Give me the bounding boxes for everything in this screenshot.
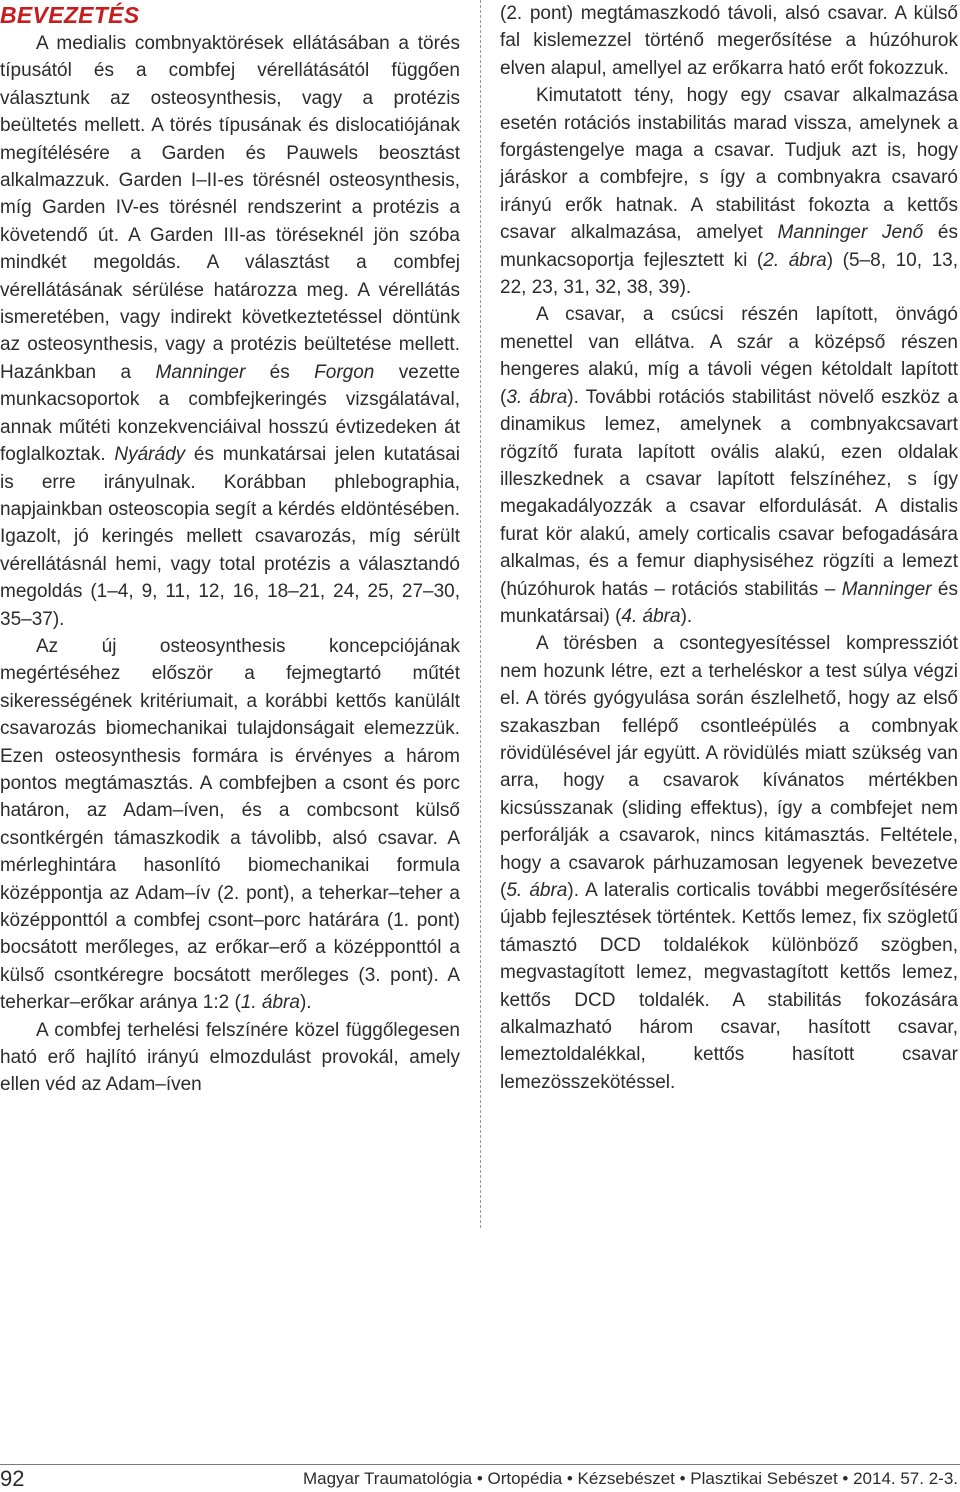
left-column bbox=[0, 0, 460, 1099]
paragraph-concept: Az új osteosynthesis koncepciójának megértéséhez először a fejmegtartó műtét sikerességének kritériumait, a korábbi kettős kanülált csavarozás biomechanikai tulajdonságait elemezzük. Ezen osteosynthesis formára is érvényes a három pontos megtámasztás. A combfejben a csont és porc határon, az Adam–íven, és a combcsont külső csontkérgén támaszkodik a távolibb, alsó csavar. A mérleghintára hasonlító biomechanikai formula középpontja az Adam–ív (2. pont), a teherkar–teher a középponttól a combfej csont–porc határára (1. pont) bocsátott merőleges, az erőkar–erő a középponttól a külső csontkéregre bocsátott merőleges (3. pont). A teherkar–erőkar aránya 1:2 (1. ábra). bbox=[0, 635, 460, 1014]
column-divider bbox=[480, 0, 481, 1228]
author-name: Manninger Jenő bbox=[777, 222, 924, 244]
footer-rule bbox=[0, 1464, 960, 1465]
paragraph-intro: A medialis combnyaktörések ellátásában a törés típusától és a combfej vérellátásától függően választunk az osteosynthesis, vagy a protézis beültetés mellett. A törés típusának és dislocatiójának megítélésére a Garden és Pauwels beosztást alkalmazzuk. Garden I–II-es törésnél osteosynthesis, míg Garden IV-es törésnél rendszerint a protézis a követendő út. A Garden III-as töréseknél jön szóba mindkét megoldás. A választást a combfej vérellátásának sérülése határozza meg. A vérellátás ismeretében, vagy indirekt következtetéssel döntünk az osteosynthesis, vagy a protézis beültetése mellett. Hazánkban a Manninger és Forgon vezette munkacsoportok a combfejkeringés vizsgálatával, annak műtéti konzekvenciáival hosszú évtizedeken át foglalkoztak. Nyárády és munkatársai jelen kutatásai is erre irányulnak. Korábban phlebographia, napjainkban osteoscopia segít a kérdés eldöntésében. Igazolt, jó keringés mellett csavarozás, míg sérült vérellátásnál hemi, vagy total protézis a választandó megoldás (1–4, 9, 11, 12, 16, 18–21, 24, 25, 27–30, 35–37). bbox=[0, 33, 461, 630]
page-footer bbox=[0, 1448, 960, 1492]
figure-reference: 2. ábra bbox=[763, 249, 827, 271]
journal-citation: Magyar Traumatológia • Ortopédia • Kézsebészet • Plasztikai Sebészet • 2014. 57. 2-3. bbox=[302, 1469, 958, 1488]
author-name: Manninger bbox=[841, 578, 932, 600]
figure-reference: 1. ábra bbox=[240, 992, 300, 1014]
section-heading: BEVEZETÉS bbox=[0, 2, 140, 28]
paragraph-load: A combfej terhelési felszínére közel függőlegesen ható erő hajlító irányú elmozdulást provokál, amely ellen véd az Adam–íven bbox=[0, 1019, 460, 1096]
paragraph-continued: (2. pont) megtámaszkodó távoli, alsó csavar. A külső fal kislemezzel történő megerősítése a húzóhurok elven alapul, amellyel az erőkarra ható erőt fokozzuk. bbox=[500, 3, 958, 79]
author-name: Nyárády bbox=[114, 444, 186, 466]
figure-reference: 4. ábra bbox=[621, 605, 681, 627]
right-column bbox=[500, 0, 958, 1096]
paragraph-screw: A csavar, a csúcsi részén lapított, önvágó menettel van ellátva. A szár a középső részen hengeres alakú, míg a távoli végen kétoldalt lapított (3. ábra). További rotációs stabilitást növelő eszköz a dinamikus lemez, amelynek a combnyakcsavart rögzítő furata lapított ovális alakú, ezen oldalak illeszkednek a csavar lapított felszínéhez, s így megakadályozzák a csavar elfordulását. A distalis furat kör alakú, amely corticalis csavar befogadására alkalmas, és a femur diaphysiséhez rögzíti a lemezt (húzóhurok hatás – rotációs stabilitás – Manninger és munkatársai) (4. ábra). bbox=[500, 304, 959, 627]
author-name: Manninger bbox=[155, 361, 246, 383]
paragraph-compression: A törésben a csontegyesítéssel kompressziót nem hozunk létre, ezt a terheléskor a test súlya végzi el. A törés gyógyulása során észlelhető, hogy az első szakaszban fellépő csontleépülés a combnyak rövidülésével jár együtt. A rövidülés miatt szükség van arra, hogy a csavarok kívánatos mértékben kicsússzanak (sliding effektus), így a combfejet nem perforálják a csavarok, nincs kitámasztás. Feltétele, hogy a csavarok párhuzamosan legyenek bevezetve (5. ábra). A lateralis corticalis további megerősítésére újabb fejlesztések történtek. Kettős lemez, fix szögletű támasztó DCD toldalékok különböző szögben, megvastagított lemez, megvastagított kettős lemez, kettős DCD toldalék. A stabilitás fokozására alkalmazható három csavar, hasított csavar, lemeztoldalékkal, kettős hasított csavar lemezösszekötéssel. bbox=[500, 633, 959, 1093]
page-number: 92 bbox=[0, 1466, 25, 1491]
paragraph-rotation: Kimutatott tény, hogy egy csavar alkalmazása esetén rotációs instabilitás marad vissza, amelynek a forgástengelye maga a csavar. Tudjuk azt is, hogy járáskor a combfejre, s így a combnyakra csavaró irányú erők hatnak. A stabilitást fokozta a kettős csavar alkalmazása, amelyet Manninger Jenő és munkacsoportja fejlesztett ki (2. ábra) (5–8, 10, 13, 22, 23, 31, 32, 38, 39). bbox=[500, 85, 959, 299]
figure-reference: 3. ábra bbox=[506, 386, 568, 408]
figure-reference: 5. ábra bbox=[506, 880, 568, 901]
author-name: Forgon bbox=[314, 361, 375, 383]
